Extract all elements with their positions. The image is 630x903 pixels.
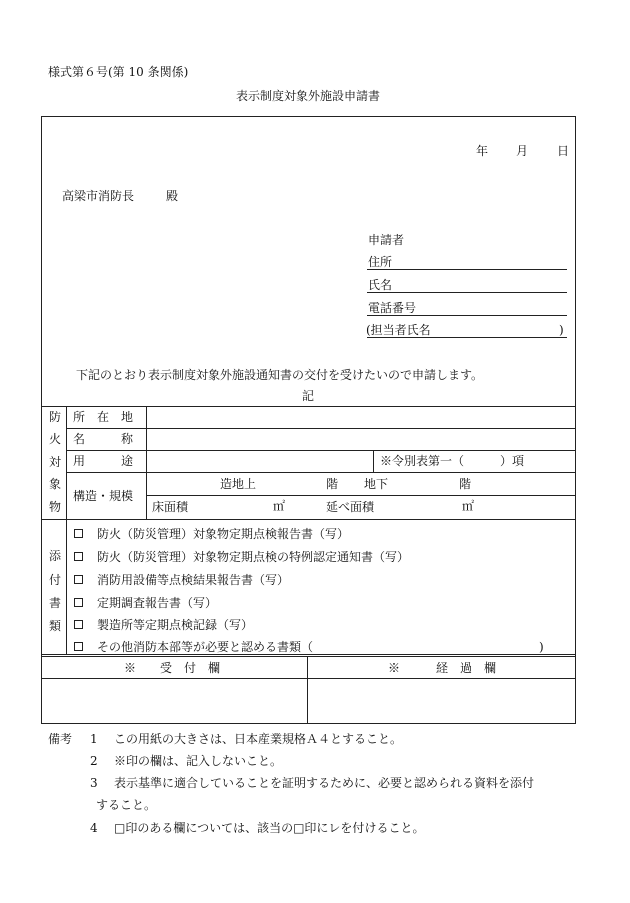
row-line-4	[146, 495, 576, 496]
reception-column: ※ 受 付 欄	[124, 661, 221, 675]
progress-column: ※ 経 過 欄	[388, 661, 497, 675]
object-side-1: 防	[49, 410, 62, 424]
attach-side-1: 添	[49, 549, 62, 563]
note-num-1: 1	[90, 732, 98, 746]
note-text-2: ※印の欄は、記入しないこと。	[114, 754, 283, 768]
attach-item-3[interactable]	[74, 574, 289, 586]
applicant-contact-close: )	[559, 323, 564, 337]
object-side-5: 物	[49, 500, 62, 514]
checkbox[interactable]	[74, 529, 83, 538]
attach-side-2: 付	[49, 573, 62, 587]
applicant-name-label: 氏名	[368, 278, 393, 292]
applicant-address-line[interactable]	[367, 269, 567, 270]
checkbox[interactable]	[74, 598, 83, 607]
checkbox[interactable]	[74, 620, 83, 629]
ki-label: 記	[302, 389, 315, 403]
object-table-top	[41, 406, 576, 407]
checkbox[interactable]	[74, 575, 83, 584]
row-line-3	[66, 472, 576, 473]
attach-item-6-close: )	[539, 640, 544, 654]
applicant-contact-line[interactable]	[367, 337, 567, 338]
total-area-unit: ㎡	[462, 499, 475, 513]
applicant-phone-line[interactable]	[367, 315, 567, 316]
request-text: 下記のとおり表示制度対象外施設通知書の交付を受けたいので申請します。	[76, 368, 484, 382]
attach-item-2[interactable]	[74, 551, 409, 563]
date-year: 年	[476, 144, 489, 158]
attach-item-1-label: 防火（防災管理）対象物定期点検報告書（写）	[97, 527, 350, 541]
note-num-2: 2	[90, 754, 98, 768]
recipient-name: 高梁市消防長	[62, 189, 135, 203]
attach-bottom	[41, 654, 576, 655]
total-area-label: 延べ面積	[326, 500, 375, 514]
date-day: 日	[557, 144, 570, 158]
note-text-4: □印のある欄については、該当の□印にレを付けること。	[114, 821, 425, 835]
attach-item-1[interactable]	[74, 528, 349, 540]
form-number: 様式第６号(第 10 条関係)	[48, 65, 189, 79]
attach-item-4[interactable]	[74, 597, 217, 609]
receipt-header-line	[41, 678, 576, 679]
attach-side-3: 書	[49, 596, 62, 610]
attach-side-line	[66, 519, 67, 654]
note-num-3: 3	[90, 776, 98, 790]
floors-above-unit: 階	[326, 477, 339, 491]
note-text-3-cont: すること。	[96, 798, 157, 812]
row-line-1	[66, 428, 576, 429]
attach-item-5-label: 製造所等定期点検記録（写）	[97, 618, 254, 632]
receipt-divider	[307, 656, 308, 724]
object-table-bottom	[41, 519, 576, 520]
location-label: 所 在 地	[73, 410, 134, 424]
note-text-1: この用紙の大きさは、日本産業規格Ａ４とすること。	[114, 732, 403, 746]
form-title: 表示制度対象外施設申請書	[236, 89, 381, 103]
checkbox[interactable]	[74, 552, 83, 561]
attach-item-6-label: その他消防本部等が必要と認める書類（	[97, 640, 314, 654]
side-col-line	[66, 406, 67, 519]
floors-below-unit: 階	[459, 477, 472, 491]
checkbox[interactable]	[74, 642, 83, 651]
object-side-2: 火	[49, 432, 62, 446]
name-label: 名 称	[73, 432, 134, 446]
floors-below-label: 地下	[364, 477, 389, 491]
attach-item-3-label: 消防用設備等点検結果報告書（写）	[97, 573, 290, 587]
floor-area-label: 床面積	[152, 500, 189, 514]
note-num-4: 4	[90, 821, 98, 835]
attach-item-4-label: 定期調査報告書（写）	[97, 596, 218, 610]
use-label: 用 途	[73, 454, 134, 468]
attach-item-5[interactable]	[74, 619, 253, 631]
applicant-contact-open: (担当者氏名	[366, 323, 431, 337]
attach-item-6[interactable]	[74, 641, 313, 653]
note-text-3: 表示基準に適合していることを証明するために、必要と認められる資料を添付	[114, 776, 535, 790]
attach-item-2-label: 防火（防災管理）対象物定期点検の特例認定通知書（写）	[97, 550, 410, 564]
attach-side-4: 類	[49, 619, 62, 633]
structure-label: 構造・規模	[73, 489, 134, 503]
applicant-address-label: 住所	[368, 255, 393, 269]
applicant-name-line[interactable]	[367, 292, 567, 293]
applicant-heading: 申請者	[368, 233, 405, 247]
receipt-top-double	[41, 656, 576, 657]
recipient-honorific: 殿	[166, 189, 179, 203]
object-side-3: 対	[49, 455, 62, 469]
row-line-2	[66, 450, 576, 451]
floor-area-unit: ㎡	[273, 499, 286, 513]
label-col-line	[146, 406, 147, 519]
notes-label: 備考	[48, 732, 73, 746]
date-month: 月	[516, 144, 529, 158]
category-col-line	[373, 450, 374, 472]
object-side-4: 象	[49, 477, 62, 491]
category-label: ※令別表第一（ ）項	[380, 454, 525, 468]
applicant-phone-label: 電話番号	[368, 301, 417, 315]
floors-above-label: 造地上	[220, 477, 257, 491]
